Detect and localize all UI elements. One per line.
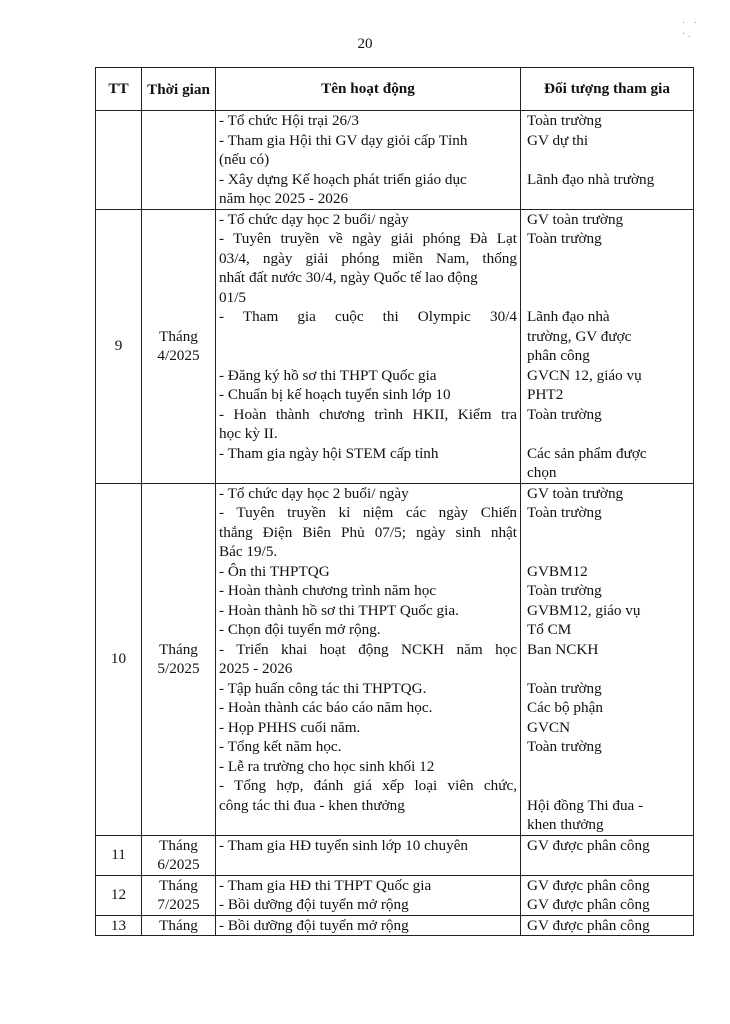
participant-line: Lãnh đạo nhà [527,308,610,325]
table-row [96,483,694,835]
participant-line [527,523,689,543]
participant-line: Toàn trường [527,679,602,697]
participant-line: PHT2 [527,386,564,403]
activity-line: - Tuyên truyền về ngày giải phóng Đà Lạt [219,230,517,247]
participant-line [527,659,689,679]
activity-line: (nếu có) [219,151,270,168]
activity-line: - Tổ chức dạy học 2 buổi/ ngày [219,484,409,502]
activity-line: - Xây dựng Kế hoạch phát triển giáo dục [219,170,467,188]
participant-line [527,268,689,288]
participant-line: trường, GV được [527,327,632,345]
participant-line: GV được phân công [527,876,650,894]
activity-line: - Bồi dưỡng đội tuyển mở rộng [219,916,409,934]
row-number [96,111,142,210]
activity-line: năm học 2025 - 2026 [219,190,349,207]
activity-plan-table [95,67,694,936]
activity-line [219,346,517,366]
participant-line: Toàn trường [527,405,602,423]
participant-line [527,288,689,308]
activity-line [219,463,517,483]
activity-line: - Hoàn thành chương trình HKII, Kiểm tra [219,405,517,423]
participant-line: phân công [527,347,590,364]
activity-line: - Hoàn thành chương trình năm học [219,582,437,599]
participant-line: Ban NCKH [527,640,599,658]
participant-line [527,424,689,444]
activity-line [219,855,517,875]
header-activity: Tên hoạt động [216,68,521,111]
row-activities [216,835,521,875]
participant-line: GV được phân công [527,896,650,913]
activity-line: - Tham gia HĐ thi THPT Quốc gia [219,876,432,894]
header-tt: TT [96,68,142,111]
row-participants [521,835,694,875]
participant-line: Các bộ phận [527,699,603,716]
activity-line: - Tổng hợp, đánh giá xếp loại viên chức, [219,777,517,794]
header-participants: Đối tượng tham gia [521,68,694,111]
participant-line: GVBM12, giáo vụ [527,601,641,619]
scan-specks: · · ·. [681,18,700,40]
participant-line: Toàn trường [527,582,602,599]
row-time: Tháng [142,915,216,936]
row-number: 13 [96,915,142,936]
participant-line [527,542,689,562]
activity-line: Bác 19/5. [219,543,278,560]
activity-line: - Bồi dưỡng đội tuyển mở rộng [219,896,409,913]
row-number: 12 [96,875,142,915]
table-row [96,111,694,210]
row-participants [521,209,694,483]
participant-line: GV được phân công [527,836,650,854]
activity-line [219,815,517,835]
row-time: Tháng 7/2025 [142,875,216,915]
row-participants [521,915,694,936]
row-number: 11 [96,835,142,875]
activity-line: - Tổ chức Hội trại 26/3 [219,112,359,129]
activity-line: công tác thi đua - khen thưởng [219,796,405,814]
activity-line: - Tổng kết năm học. [219,738,342,755]
participant-line: Toàn trường [527,504,602,521]
participant-line [527,757,689,777]
participant-line [527,776,689,796]
activity-line: - Tham gia Hội thi GV dạy giỏi cấp Tỉnh [219,131,468,149]
participant-line: GV dự thi [527,131,589,149]
row-number: 9 [96,209,142,483]
participant-line: Toàn trường [527,112,602,129]
activity-line: 03/4, ngày giải phóng miền Nam, thống [219,249,517,267]
activity-line: - Chuẩn bị kế hoạch tuyển sinh lớp 10 [219,386,451,403]
participant-line [527,855,689,875]
participant-line: Lãnh đạo nhà trường [527,170,655,188]
activity-line: - Tham gia HĐ tuyển sinh lớp 10 chuyên [219,836,469,854]
activity-line: học kỳ II. [219,425,278,442]
activity-line: nhất đất nước 30/4, ngày Quốc tế lao động [219,269,478,286]
row-activities [216,209,521,483]
participant-line: chọn [527,464,557,481]
activity-line: - Lễ ra trường cho học sinh khối 12 [219,757,435,775]
row-activities [216,875,521,915]
participant-line: Toàn trường [527,738,602,755]
participant-line: Hội đồng Thi đua - [527,796,644,814]
activity-line: - Tuyên truyền kỉ niệm các ngày Chiến [219,504,517,521]
row-activities [216,915,521,936]
participant-line: GVCN 12, giáo vụ [527,366,642,384]
participant-line: GVCN [527,718,571,736]
table-row [96,875,694,915]
table-header-row [96,68,694,111]
activity-line [219,327,517,347]
page-number: 20 [357,36,373,52]
participant-line [527,150,689,170]
activity-line: - Tham gia cuộc thi Olympic 30/4 [219,308,517,325]
row-participants [521,875,694,915]
activity-line: - Tổ chức dạy học 2 buổi/ ngày [219,210,409,228]
participant-line: Tổ CM [527,621,572,638]
row-participants [521,111,694,210]
activity-line: - Tập huấn công tác thi THPTQG. [219,679,427,697]
row-participants [521,483,694,835]
row-activities [216,111,521,210]
table-row [96,915,694,936]
row-time: Tháng 6/2025 [142,835,216,875]
activity-line: - Hoàn thành hồ sơ thi THPT Quốc gia. [219,601,459,619]
activity-line: - Hoàn thành các báo cáo năm học. [219,699,433,716]
participant-line: Toàn trường [527,230,602,247]
participant-line: GV toàn trường [527,210,624,228]
activity-line: 2025 - 2026 [219,660,293,677]
row-time: Tháng 4/2025 [142,209,216,483]
activity-line: - Triển khai hoạt động NCKH năm học [219,640,517,658]
activity-line: - Chọn đội tuyển mở rộng. [219,621,381,638]
participant-line [527,249,689,269]
row-time: Tháng 5/2025 [142,483,216,835]
participant-line: GV được phân công [527,916,650,934]
participant-line: Các sản phẩm được [527,444,647,462]
participant-line [527,189,689,209]
table-body [96,111,694,936]
row-activities [216,483,521,835]
activity-line: 01/5 [219,288,247,306]
row-number: 10 [96,483,142,835]
activity-line: - Ôn thi THPTQG [219,562,330,580]
table-row [96,209,694,483]
activity-line: thắng Điện Biên Phủ 07/5; ngày sinh nhật [219,523,517,541]
participant-line: GV toàn trường [527,484,624,502]
row-time [142,111,216,210]
activity-line: - Họp PHHS cuối năm. [219,718,361,736]
participant-line: GVBM12 [527,562,588,580]
header-time: Thời gian [142,68,216,111]
participant-line: khen thưởng [527,816,604,833]
activity-line: - Đăng ký hồ sơ thi THPT Quốc gia [219,366,437,384]
table-row [96,835,694,875]
activity-line: - Tham gia ngày hội STEM cấp tỉnh [219,444,439,462]
